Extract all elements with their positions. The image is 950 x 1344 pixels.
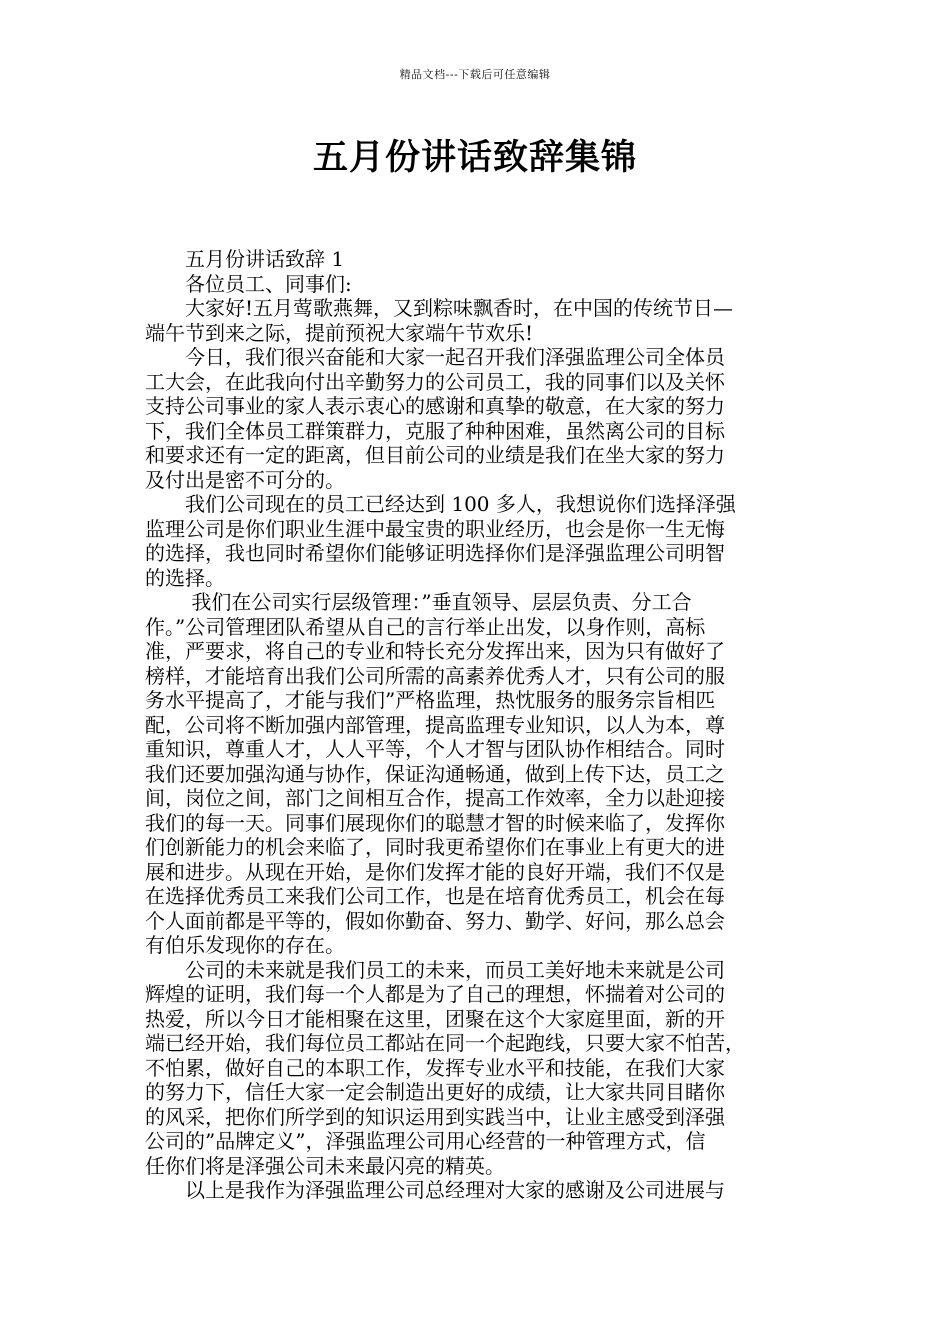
text-line: 我们在公司实行层级管理：”垂直领导、层层负责、分工合 (145, 590, 692, 614)
text-line: 的努力下，信任大家一定会制造出更好的成绩，让大家共同目睹你 (145, 1080, 725, 1104)
text-line: 展和进步。从现在开始，是你们发挥才能的良好开端，我们不仅是 (145, 859, 725, 884)
text-line: 热爱，所以今日才能相聚在这里，团聚在这个大家庭里面，新的开 (145, 1006, 725, 1031)
text-line: 们创新能力的机会来临了，同时我更希望你们在事业上有更大的进 (145, 835, 725, 859)
text-line: 工大会，在此我向付出辛勤努力的公司员工，我的同事们以及关怀 (145, 369, 725, 394)
text-line: 辉煌的证明，我们每一个人都是为了自己的理想，怀揣着对公司的 (145, 982, 725, 1006)
text-line: 准，严要求，将自己的专业和特长充分发挥出来，因为只有做好了 (145, 639, 725, 663)
text-line: 我们公司现在的员工已经达到 100 多人，我想说你们选择泽强 (145, 492, 736, 516)
text-line: 和要求还有一定的距离，但目前公司的业绩是我们在坐大家的努力 (145, 443, 725, 467)
text-line: 个人面前都是平等的，假如你勤奋、努力、勤学、好问，那么总会 (145, 908, 725, 933)
text-line: 端午节到来之际，提前预祝大家端午节欢乐! (145, 320, 534, 345)
page-header: 精品文档---下载后可任意编辑 (399, 68, 551, 81)
text-line: 的风采，把你们所学到的知识运用到实践当中，让业主感受到泽强 (145, 1104, 725, 1129)
text-line: 公司的”品牌定义”，泽强监理公司用心经营的一种管理方式，信 (145, 1129, 706, 1153)
document-title: 五月份讲话致辞集锦 (312, 138, 637, 178)
text-line: 在选择优秀员工来我们公司工作，也是在培育优秀员工，机会在每 (145, 884, 725, 908)
text-line: 有伯乐发现你的存在。 (145, 933, 345, 957)
text-line: 端已经开始，我们每位员工都站在同一个起跑线，只要大家不怕苦， (145, 1031, 745, 1055)
text-line: 今日，我们很兴奋能和大家一起召开我们泽强监理公司全体员 (145, 345, 725, 369)
text-line: 支持公司事业的家人表示衷心的感谢和真挚的敬意，在大家的努力 (145, 394, 725, 418)
document-body (145, 247, 815, 1203)
text-line: 不怕累，做好自己的本职工作，发挥专业水平和技能，在我们大家 (145, 1055, 725, 1080)
text-line: 下，我们全体员工群策群力，克服了种种困难，虽然离公司的目标 (145, 418, 725, 443)
text-line: 的选择。 (145, 565, 225, 590)
text-line: 的选择，我也同时希望你们能够证明选择你们是泽强监理公司明智 (145, 541, 725, 565)
text-line: 我们的每一天。同事们展现你们的聪慧才智的时候来临了，发挥你 (145, 810, 725, 835)
text-line: 公司的未来就是我们员工的未来，而员工美好地未来就是公司 (145, 957, 725, 982)
text-line: 间，岗位之间，部门之间相互合作，提高工作效率，全力以赴迎接 (145, 786, 725, 810)
text-line: 以上是我作为泽强监理公司总经理对大家的感谢及公司进展与 (145, 1178, 725, 1202)
text-line: 监理公司是你们职业生涯中最宝贵的职业经历，也会是你一生无悔 (145, 516, 725, 541)
text-line: 大家好!五月莺歌燕舞，又到粽味飘香时，在中国的传统节日— (145, 296, 734, 320)
text-line: 五月份讲话致辞 1 (145, 247, 345, 271)
text-line: 配，公司将不断加强内部管理，提高监理专业知识，以人为本，尊 (145, 712, 725, 737)
text-line: 任你们将是泽强公司未来最闪亮的精英。 (145, 1153, 505, 1178)
text-line: 各位员工、同事们: (145, 271, 352, 296)
text-line: 榜样，才能培育出我们公司所需的高素养优秀人才，只有公司的服 (145, 663, 725, 688)
text-line: 务水平提高了，才能与我们”严格监理，热忱服务的服务宗旨相匹 (145, 688, 716, 712)
text-line: 重知识，尊重人才，人人平等，个人才智与团队协作相结合。同时 (145, 737, 725, 761)
text-line: 作。”公司管理团队希望从自己的言行举止出发，以身作则，高标 (145, 614, 706, 639)
text-line: 我们还要加强沟通与协作，保证沟通畅通，做到上传下达，员工之 (145, 761, 725, 786)
text-line: 及付出是密不可分的。 (145, 467, 345, 492)
